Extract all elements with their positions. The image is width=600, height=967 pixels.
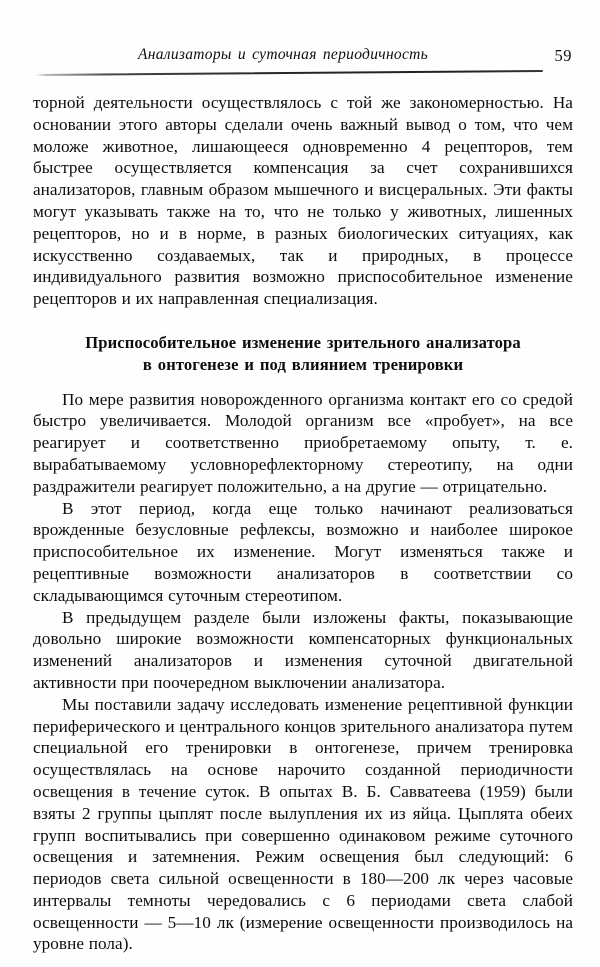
- paragraph-2: По мере развития новорожденного организма контакт его со средой быстро увеличивается. Молодой организм все «пробует», на все реагирует и соответственно приобретаемому опыту, т. е. вырабатываемому условнорефлекторному стереотипу, на одни раздражители реагирует положительно, а на другие — отрицательно.: [33, 389, 573, 496]
- section-heading: [33, 310, 573, 389]
- paragraph-5: Мы поставили задачу исследовать изменение рецептивной функции периферического и центрального концов зрительного анализатора путем специальной его тренировки в онтогенезе, причем тренировка осуществлялась на основе нарочито созданной периодичности освещения в течение суток. В опытах В. Б. Савватеева (1959) были взяты 2 группы цыплят после вылупления их из яйца. Цыплята обеих групп воспитывались при совершенно одинаковом режиме суточного освещения и затемнения. Режим освещения был следующий: 6 периодов света сильной освещенности в 180—200 лк через часовые интервалы темноты чередовались с 6 периодами света слабой освещенности — 5—10 лк (измерение освещенности производилось на уровне пола).: [33, 694, 573, 954]
- running-head: [33, 46, 572, 70]
- section-heading-line-1: Приспособительное изменение зрительного анализатора: [85, 332, 521, 352]
- page-number: 59: [554, 46, 572, 65]
- body-text-block: [33, 92, 573, 955]
- running-head-title: Анализаторы и суточная периодичность: [137, 46, 429, 63]
- paragraph-3: В этот период, когда еще только начинают реализоваться врожденные безусловные рефлексы, возможно и наиболее широкое приспособительное их изменение. Могут изменяться также и рецептивные возможности анализаторов в соответствии со складывающимся суточным стереотипом.: [33, 498, 573, 605]
- paragraph-continued: торной деятельности осуществлялось с той же закономерностью. На основании этого авторы сделали очень важный вывод о том, что чем моложе животное, лишающееся одновременно 4 рецепторов, тем быстрее осуществляется компенсация за счет сохранившихся анализаторов, главным образом мышечного и висцеральных. Эти факты могут указывать также на то, что не только у животных, лишенных рецепторов, но и в норме, в разных биологических ситуациях, как искусственно создаваемых, так и природных, в процессе индивидуального развития возможно приспособительное изменение рецепторов и их направленная специализация.: [33, 93, 573, 309]
- header-rule-divider: [36, 70, 543, 76]
- paragraph-4: В предыдущем разделе были изложены факты, показывающие довольно широкие возможности компенсаторных функциональных изменений анализаторов и изменения суточной двигательной активности при поочередном выключении анализатора.: [33, 607, 573, 692]
- section-heading-line-2: в онтогенезе и под влиянием тренировки: [142, 354, 464, 374]
